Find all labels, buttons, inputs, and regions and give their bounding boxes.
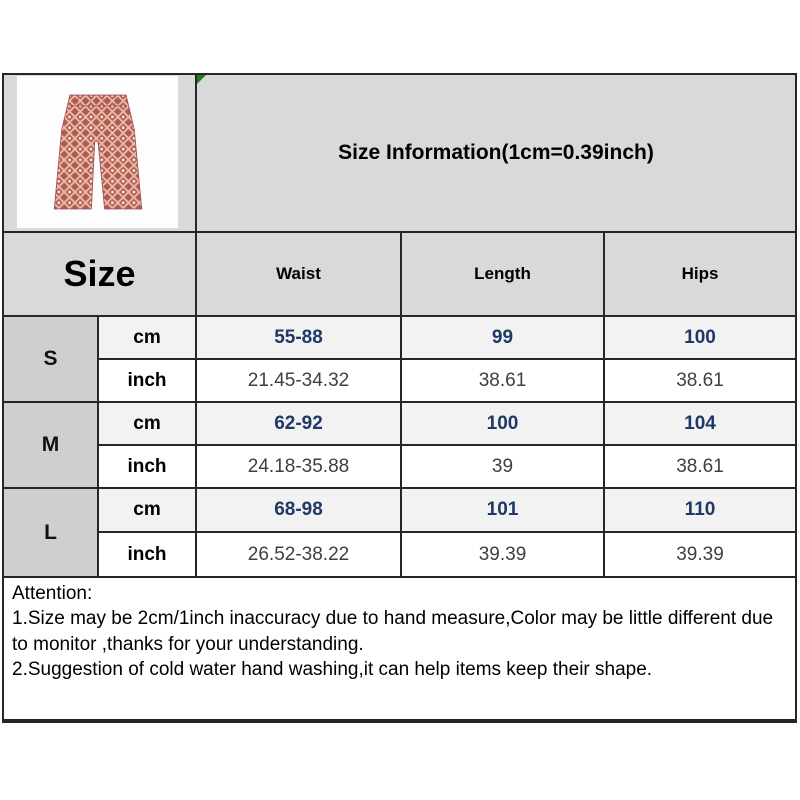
banner-title: Size Information(1cm=0.39inch) bbox=[338, 141, 654, 164]
s-cm-length: 99 bbox=[402, 317, 603, 358]
m-cm-hips: 104 bbox=[605, 403, 795, 444]
l-inch-length: 39.39 bbox=[402, 533, 603, 576]
s-inch-label: inch bbox=[99, 360, 195, 401]
s-inch-hips: 38.61 bbox=[605, 360, 795, 401]
product-image-cell bbox=[4, 75, 195, 231]
attention-title: Attention: bbox=[12, 583, 93, 604]
m-cm-waist: 62-92 bbox=[197, 403, 400, 444]
size-corner-header: Size bbox=[4, 233, 195, 315]
comment-marker-icon bbox=[197, 75, 206, 84]
s-cm-hips: 100 bbox=[605, 317, 795, 358]
s-cm-label: cm bbox=[99, 317, 195, 358]
size-cell-s: S bbox=[4, 317, 97, 401]
attention-note bbox=[4, 578, 795, 719]
pants-image bbox=[32, 78, 164, 226]
column-header-length: Length bbox=[402, 233, 603, 315]
size-cell-l: L bbox=[4, 489, 97, 576]
s-cm-waist: 55-88 bbox=[197, 317, 400, 358]
l-inch-hips: 39.39 bbox=[605, 533, 795, 576]
s-inch-length: 38.61 bbox=[402, 360, 603, 401]
m-inch-length: 39 bbox=[402, 446, 603, 487]
m-inch-label: inch bbox=[99, 446, 195, 487]
attention-line-2: 2.Suggestion of cold water hand washing,it can help items keep their shape. bbox=[12, 658, 653, 680]
l-cm-label: cm bbox=[99, 489, 195, 531]
l-cm-length: 101 bbox=[402, 489, 603, 531]
size-cell-m: M bbox=[4, 403, 97, 487]
banner-cell bbox=[197, 75, 795, 231]
column-header-hips: Hips bbox=[605, 233, 795, 315]
m-cm-length: 100 bbox=[402, 403, 603, 444]
l-inch-waist: 26.52-38.22 bbox=[197, 533, 400, 576]
column-header-waist: Waist bbox=[197, 233, 400, 315]
product-photo bbox=[17, 76, 178, 228]
attention-line-1: 1.Size may be 2cm/1inch inaccuracy due to hand measure,Color may be little different due to monitor ,thanks for your understanding. bbox=[12, 608, 774, 655]
l-cm-hips: 110 bbox=[605, 489, 795, 531]
m-inch-hips: 38.61 bbox=[605, 446, 795, 487]
m-cm-label: cm bbox=[99, 403, 195, 444]
s-inch-waist: 21.45-34.32 bbox=[197, 360, 400, 401]
size-chart-table bbox=[2, 73, 797, 723]
l-cm-waist: 68-98 bbox=[197, 489, 400, 531]
m-inch-waist: 24.18-35.88 bbox=[197, 446, 400, 487]
l-inch-label: inch bbox=[99, 533, 195, 576]
